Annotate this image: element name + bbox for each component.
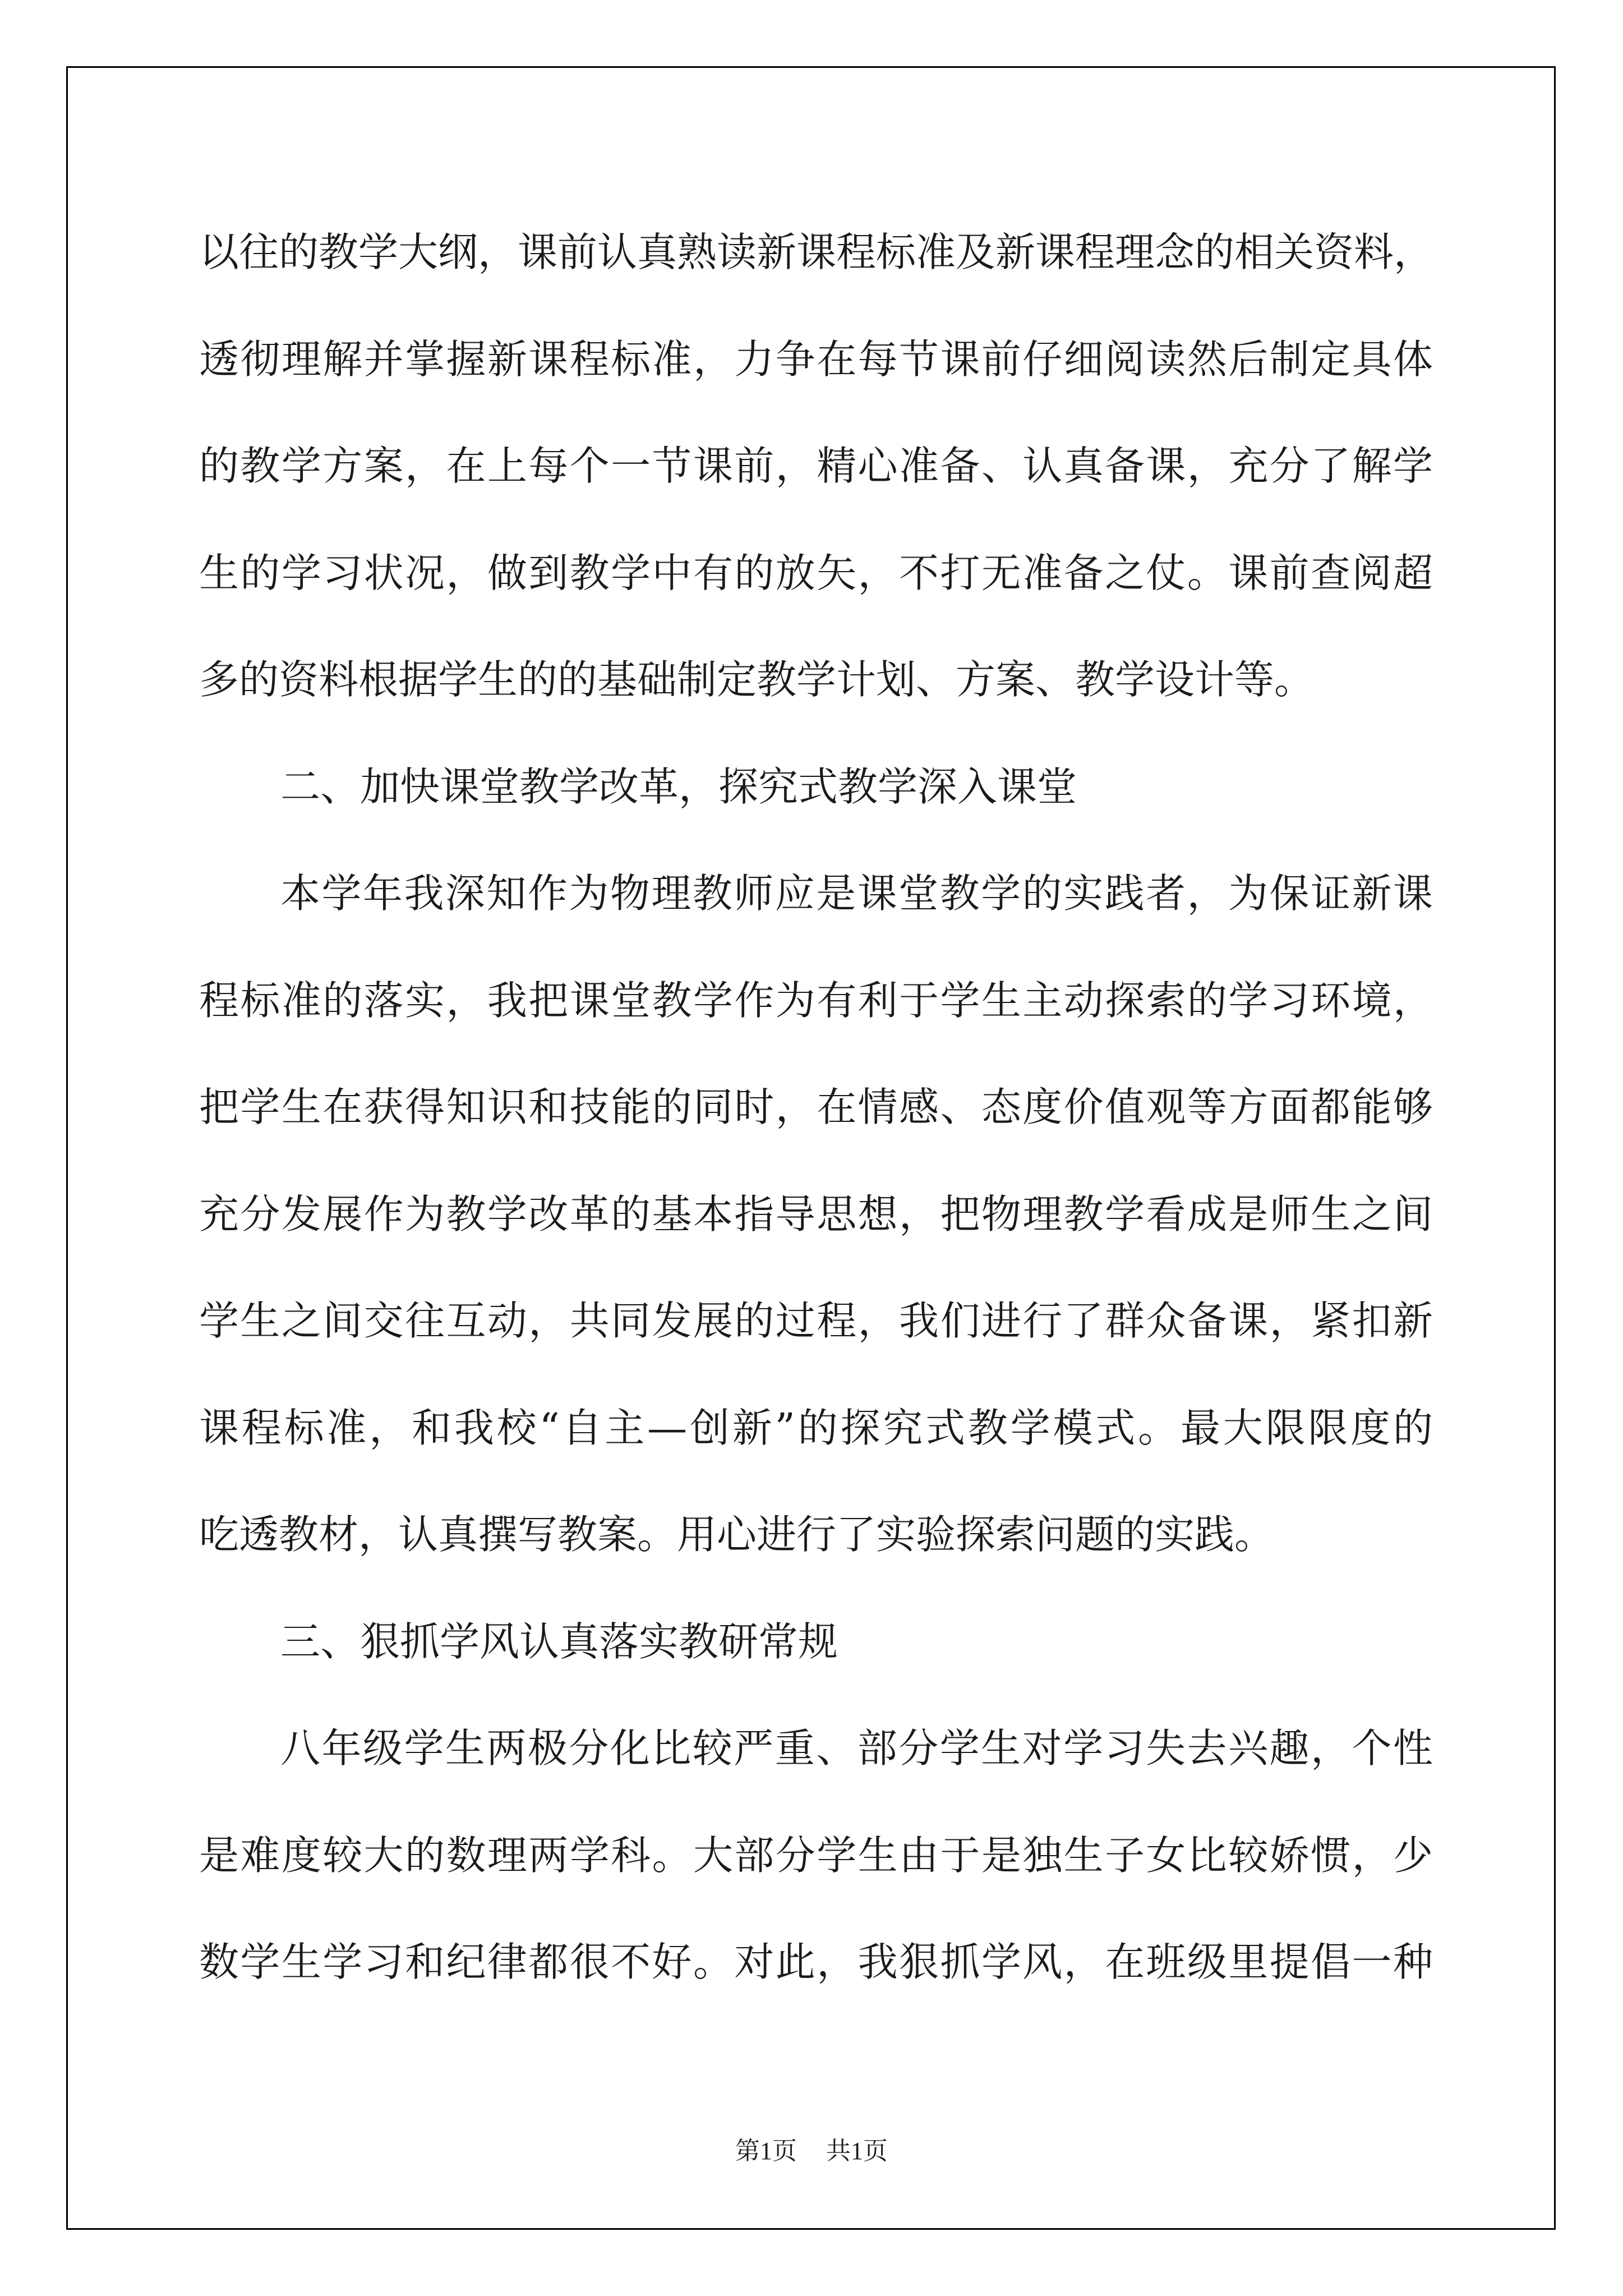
- text-line: 数学生学习和纪律都很不好。对此，我狠抓学风，在班级里提倡一种: [199, 1939, 1433, 1985]
- page-total: 共1页: [826, 2137, 888, 2165]
- section-heading: 二、加快课堂教学改革，探究式教学深入课堂: [280, 763, 1077, 810]
- text-line: 学生之间交往互动，共同发展的过程，我们进行了群众备课，紧扣新: [199, 1297, 1433, 1344]
- text-line: 吃透教材，认真撰写教案。用心进行了实验探索问题的实践。: [199, 1511, 1275, 1558]
- text-line: 充分发展作为教学改革的基本指导思想，把物理教学看成是师生之间: [199, 1190, 1433, 1237]
- text-line: 八年级学生两极分化比较严重、部分学生对学习失去兴趣，个性: [280, 1725, 1433, 1772]
- text-line: 把学生在获得知识和技能的同时，在情感、态度价值观等方面都能够: [199, 1084, 1433, 1130]
- page-footer: [0, 2131, 1623, 2166]
- text-line: 以往的教学大纲，课前认真熟读新课程标准及新课程理念的相关资料，: [199, 229, 1434, 275]
- text-line: 课程标准，和我校“自主—创新”的探究式教学模式。最大限限度的: [199, 1404, 1433, 1451]
- text-line: 是难度较大的数理两学科。大部分学生由于是独生子女比较娇惯，少: [199, 1832, 1433, 1879]
- text-line: 透彻理解并掌握新课程标准，力争在每节课前仔细阅读然后制定具体: [199, 335, 1433, 383]
- text-line: 程标准的落实，我把课堂教学作为有利于学生主动探索的学习环境，: [199, 977, 1433, 1024]
- text-line: 的教学方案，在上每个一节课前，精心准备、认真备课，充分了解学: [199, 443, 1433, 489]
- text-line: 本学年我深知作为物理教师应是课堂教学的实践者，为保证新课: [280, 870, 1433, 917]
- document-body: [199, 199, 1433, 2016]
- section-heading: 三、狠抓学风认真落实教研常规: [280, 1618, 838, 1665]
- text-line: 多的资料根据学生的的基础制定教学计划、方案、教学设计等。: [199, 656, 1315, 703]
- text-line: 生的学习状况，做到教学中有的放矢，不打无准备之仗。课前查阅超: [199, 549, 1433, 596]
- page-number: 第1页: [735, 2137, 797, 2165]
